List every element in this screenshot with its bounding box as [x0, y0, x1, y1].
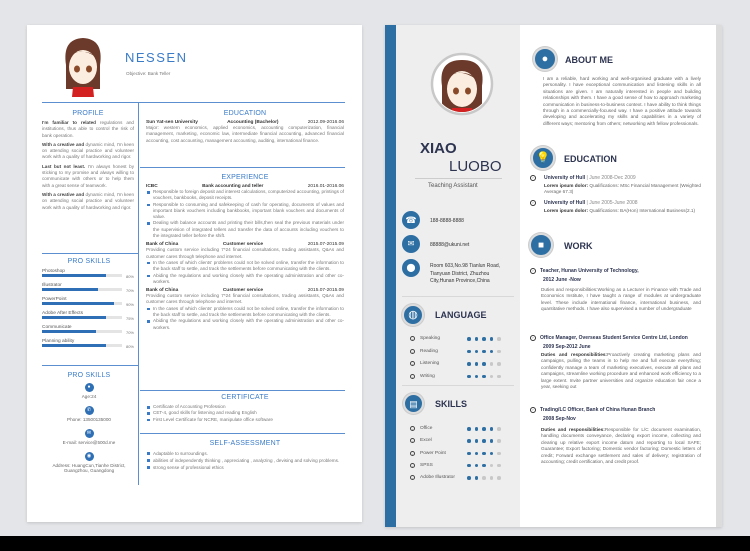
- avatar: [58, 35, 108, 97]
- job-bullets: [146, 189, 344, 239]
- skill-percent: 70%: [125, 330, 134, 335]
- contact-section: [42, 372, 136, 480]
- circle-arrow-icon: ›: [412, 463, 413, 468]
- dot: [475, 362, 479, 366]
- profile-paragraph: [42, 142, 134, 161]
- level-name: Office: [420, 426, 433, 431]
- age: Age:24: [81, 394, 97, 399]
- bullet: Abiding the regulations and working closely with the operating administration and other co-workers.: [146, 318, 344, 331]
- job: [146, 184, 344, 239]
- section-title: EDUCATION: [223, 110, 267, 117]
- dot: [475, 350, 479, 354]
- email: E-mail: service@500d.me: [62, 440, 116, 445]
- job: [146, 242, 344, 285]
- dot: [490, 464, 494, 468]
- label: Lorem ipsum dolor:: [544, 183, 589, 188]
- dot: [482, 439, 486, 443]
- level-row: [410, 463, 433, 468]
- experience-section: [146, 174, 344, 331]
- level-name: Listening: [420, 361, 440, 366]
- label: Lorem ipsum dolor:: [544, 208, 589, 213]
- assessment-item: strong sense of professional ethics: [146, 464, 344, 471]
- dot: [482, 350, 486, 354]
- email: 88888@ukuni.net: [430, 242, 470, 248]
- globe-icon: ◍: [402, 304, 424, 326]
- divider: [140, 390, 345, 391]
- work-text: [541, 352, 701, 390]
- education-header: [544, 200, 638, 206]
- about-title: ABOUT ME: [565, 55, 613, 65]
- circle-arrow-icon: ›: [530, 407, 536, 413]
- dot: [482, 427, 486, 431]
- phone: 188-8888-8888: [430, 218, 464, 224]
- avatar: [430, 52, 494, 116]
- profile-paragraph: [42, 120, 134, 139]
- profile-bold: I'm familiar to related: [42, 120, 96, 125]
- dot: [475, 439, 479, 443]
- company: Bank of China: [146, 288, 179, 294]
- level-row: [410, 374, 435, 379]
- certificate-item: CET-4, good skills for listening and reading English: [146, 410, 344, 416]
- role: Customer service: [222, 288, 264, 294]
- circle-arrow-icon: ›: [530, 200, 536, 206]
- dot: [467, 427, 471, 431]
- dot: [490, 439, 494, 443]
- level-name: Reading: [420, 348, 438, 354]
- level-row: [410, 475, 455, 480]
- assessment-item: Adaptable to surroundings.: [146, 450, 344, 457]
- circle-arrow-icon: ›: [412, 362, 413, 366]
- dot: [475, 375, 479, 379]
- school: University of Hull: [544, 175, 586, 181]
- dot: [467, 452, 471, 456]
- work-title: Teacher, Hunan University of Technology,: [540, 268, 639, 274]
- circle-arrow-icon: ›: [530, 175, 536, 181]
- separator: |: [585, 200, 590, 206]
- text: Responsible for L/C document examination, handling documents conveyance, declaring export income, collecting and clearing up relative export income datum and reporting to local SAFE; Guarantee; Export factoring; Domestic vendor factoring; Domestic letters of credit; Forward exchange settlement and sales of delivery; registration of accounting; credit certification, and credit proof.: [541, 427, 701, 465]
- accent-stripe: [385, 25, 396, 527]
- circle-arrow-icon: ›: [412, 337, 413, 341]
- phone-icon: ✆: [85, 406, 94, 415]
- level-dots: [467, 427, 501, 431]
- dot: [475, 427, 479, 431]
- address: Address: HuangCun,Tianhe District, Guangzhou, Guangdong: [52, 463, 126, 473]
- skill-name: Photoshop: [42, 269, 65, 274]
- text: Qualifications: MSc Financial Management (Weighted Average 67.3): [544, 183, 701, 195]
- level-name: Speaking: [420, 336, 441, 341]
- work-text: [541, 287, 701, 313]
- location-icon: ⬤: [402, 259, 420, 277]
- dot: [482, 476, 486, 480]
- section-title: PRO SKILLS: [67, 372, 111, 379]
- dot: [475, 337, 479, 341]
- role: Bank accounting and teller: [202, 184, 264, 189]
- work-title: WORK: [564, 241, 593, 251]
- skill-percent: 90%: [125, 302, 134, 307]
- circle-arrow-icon: ›: [412, 427, 413, 431]
- dot: [467, 439, 471, 443]
- dot: [497, 439, 501, 443]
- person-icon: ●: [85, 383, 94, 392]
- level-dots: [467, 452, 501, 456]
- work-title: Office Manager, Overseas Student Service Centre Ltd, London: [540, 335, 688, 341]
- bullet: In the cases of which clients' problems could not be solved online, transfer the information to the back staff to settle, and track the settlements before communicating with the clients.: [146, 306, 344, 319]
- dot: [490, 375, 494, 379]
- divider: [42, 253, 138, 254]
- work-title: Trading/LC Officer, Bank of China Hunan Branch: [540, 407, 656, 413]
- work-date: 2008 Sep-Nov: [543, 416, 576, 422]
- divider: [402, 385, 514, 386]
- job-bullets: [146, 260, 344, 285]
- dot: [490, 362, 494, 366]
- dot: [482, 362, 486, 366]
- circle-arrow-icon: ›: [530, 335, 536, 341]
- dot: [490, 337, 494, 341]
- bullet: Abiding the regulations and working closely with the operating administration and other co-workers.: [146, 273, 344, 286]
- major: Accounting (Bachelor): [227, 120, 279, 125]
- job-intro: Providing custom service including 7*24 financial consultations, trading assistants, Q&As and customer cares through telephone and internet.: [146, 247, 344, 259]
- skill-name: Planning ability: [42, 339, 75, 344]
- certificate-section: [146, 394, 344, 423]
- about-text: I am a reliable, hard working and well-organised graduate with a lively personality. I have exceptional communication and listening skills in all situations are given. I am naturally interested in people and building relationships with them. I have a good sense of how to approach marketing communication in business-to-business context. I have ability to think things through in a commercially-focused way. I have a positive attitude towards developing and accelerating my skills and capabilities in a variety of different ways; mentoring from others; networking with fellow professionals.: [543, 76, 701, 126]
- education-text: [544, 183, 701, 196]
- level-row: [410, 361, 439, 366]
- lightbulb-icon: 💡: [531, 146, 555, 170]
- section-title: CERTIFICATE: [221, 394, 269, 401]
- dot: [467, 337, 471, 341]
- dot: [467, 350, 471, 354]
- skill-percent: 75%: [125, 316, 134, 321]
- level-row: [410, 451, 446, 456]
- first-name: XIAO: [420, 140, 457, 157]
- profile-bold: Last but not least.: [42, 163, 86, 169]
- level-row: [410, 336, 440, 341]
- dot: [475, 452, 479, 456]
- dot: [497, 427, 501, 431]
- school: Sun Yat-sen University: [146, 120, 198, 125]
- dot: [497, 350, 501, 354]
- briefcase-icon: ■: [529, 233, 553, 257]
- divider: [138, 102, 139, 485]
- dot: [475, 464, 479, 468]
- skill-name: Adobe After Effects: [42, 311, 83, 316]
- objective: Objective: Bank Teller: [126, 71, 171, 76]
- circle-arrow-icon: ›: [412, 349, 413, 354]
- dot: [482, 375, 486, 379]
- bullet: Responsible to foreign deposit and interest calculations, computerized accounting, printings of vouchers, bankbooks, deposit receipts.: [146, 189, 344, 202]
- section-title: EXPERIENCE: [221, 174, 269, 181]
- level-dots: [467, 337, 501, 341]
- level-name: Adobe Illustrator: [420, 475, 455, 481]
- dot: [497, 476, 501, 480]
- text: Duties and responsibilities:Working as a Lecturer in Finance with Trade and Economics Institute, I have taught a range of modules at undergraduate level. These include international finance, international business, and quantitative methods. I have also supervised a number of undergraduate: [541, 287, 701, 312]
- certificate-item: Certificate of Accounting Profession: [146, 404, 344, 410]
- level-name: SPSS: [420, 462, 433, 468]
- level-name: Writing: [420, 373, 435, 379]
- skills-title: SKILLS: [435, 399, 468, 409]
- level-name: Excel: [420, 438, 432, 444]
- dot: [497, 337, 501, 341]
- work-text: [541, 427, 701, 465]
- circle-arrow-icon: ›: [412, 439, 413, 444]
- job-bullets: [146, 306, 344, 331]
- text: Proactively creating marketing plans and campaigns, pulling the teams in to help me and full execute everything; confidently manage a team of marketing executives, execute all plans and campaigns, streamline working procedure and enhanced work efficiency to a large extent. Invite partner universities and organize education fair once a year, seeking out: [541, 352, 701, 390]
- work-date: 2012 June -Now: [543, 277, 581, 283]
- job-title: Teaching Assistant: [428, 183, 478, 189]
- divider: [140, 167, 345, 168]
- level-dots: [467, 362, 501, 366]
- date: June 2008-Dec 2009: [589, 175, 636, 181]
- divider: [42, 102, 345, 103]
- dot: [482, 464, 486, 468]
- language-title: LANGUAGE: [435, 310, 487, 320]
- skill-percent: 80%: [125, 274, 134, 279]
- dot: [475, 476, 479, 480]
- job-intro: Providing custom service including 7*24 financial consultations, trading assistants, Q&As and customer cares through telephone and internet.: [146, 293, 344, 305]
- dot: [497, 452, 501, 456]
- scroll-edge[interactable]: [716, 25, 722, 527]
- education-section: [146, 110, 344, 144]
- level-dots: [467, 464, 501, 468]
- label: Duties and responsibilities:: [541, 352, 607, 357]
- bullet: Dealing with balance accounts and printing their bills,then seal the previous materials under the supervision of integrated tellers and transfer the data of accounts including vouchers to the integrated teller before the shift.: [146, 220, 344, 239]
- date: 2016.01-2016.06: [307, 184, 344, 189]
- section-title: PRO SKILLS: [67, 258, 111, 265]
- divider: [140, 433, 345, 434]
- dot: [482, 452, 486, 456]
- date: June 2005-June 2008: [589, 200, 638, 206]
- circle-arrow-icon: ›: [412, 476, 413, 481]
- address: Room 603,No.98 Tianlun Road, Tianyuan District, Zhuzhou City,Hunan Province,China: [430, 263, 501, 284]
- divider: [415, 178, 502, 179]
- person-icon: ●: [533, 47, 557, 71]
- dot: [490, 476, 494, 480]
- last-name: LUOBO: [449, 158, 502, 175]
- profile-paragraph: [42, 192, 134, 211]
- certificate-item: First Level Certificate for NCRE, manipulate office software: [146, 417, 344, 423]
- dot: [497, 362, 501, 366]
- dot: [490, 452, 494, 456]
- candidate-name: NESSEN: [125, 50, 188, 65]
- level-row: [410, 426, 432, 431]
- skill-name: PowerPoint: [42, 297, 67, 302]
- assessment-item: abilities of independently thinking , appreciating , analyzing , devising and solving problems.: [146, 457, 344, 464]
- education-header: [544, 175, 636, 181]
- profile-text: dynamic mind, I'm keen on attending social practice and volunteer work with a quality of hardworking and rigor.: [42, 141, 135, 160]
- circle-arrow-icon: ›: [530, 268, 536, 274]
- education-text: [544, 208, 701, 214]
- role: Customer service: [222, 242, 264, 248]
- bullet: In the cases of which clients' problems could not be solved online, transfer the information to the back staff to settle, and track the settlements before communicating with the clients.: [146, 260, 344, 273]
- dot: [497, 464, 501, 468]
- dot: [490, 427, 494, 431]
- text: Qualifications: BA(Hon) International Business(2.1): [588, 208, 696, 213]
- skill-name: Communicate: [42, 325, 72, 330]
- phone-icon: ☎: [402, 211, 420, 229]
- dot: [467, 362, 471, 366]
- dot: [482, 337, 486, 341]
- profile-text: regulations and institutions, thus able to control the risk of bank operation.: [42, 120, 134, 138]
- level-dots: [467, 476, 501, 480]
- date: 2015.07-2015.09: [307, 242, 344, 248]
- divider: [402, 296, 514, 297]
- date: 2015.07-2015.09: [307, 288, 344, 294]
- profile-paragraph: [42, 164, 134, 189]
- level-dots: [467, 375, 501, 379]
- profile-section: [42, 110, 134, 214]
- company: ICBC: [146, 184, 158, 189]
- dot: [467, 375, 471, 379]
- circle-arrow-icon: ›: [412, 451, 413, 456]
- pro-skills-section: [42, 258, 136, 349]
- phone: Phone: 13500135000: [67, 417, 111, 422]
- skill-percent: 80%: [125, 344, 134, 349]
- profile-bold: With a creative and: [42, 191, 85, 197]
- email-icon: ✉: [85, 429, 94, 438]
- separator: |: [585, 175, 590, 181]
- section-title: SELF-ASSESSMENT: [209, 440, 281, 447]
- profile-text: dynamic mind, I'm keen on attending social practice and volunteer work with a quality of hardworking and rigor.: [42, 191, 135, 210]
- company: Bank of China: [146, 242, 179, 248]
- dot: [467, 464, 471, 468]
- job: [146, 288, 344, 331]
- level-dots: [467, 439, 501, 443]
- profile-text: I'm always honest by sticking to my promise and always willing to communicate with others or to help them with a great sense of teamwork.: [42, 163, 134, 188]
- education-title: EDUCATION: [564, 154, 617, 164]
- dot: [467, 476, 471, 480]
- date: 2012.09-2016.06: [307, 120, 344, 125]
- level-name: Power Point: [420, 450, 446, 456]
- clipboard-icon: ▤: [403, 393, 424, 414]
- bottom-bar: [0, 536, 750, 551]
- school: University of Hull: [544, 200, 586, 206]
- level-row: [410, 438, 432, 443]
- level-row: [410, 349, 438, 354]
- self-assessment-section: [146, 440, 344, 471]
- profile-bold: With a creative and: [42, 141, 85, 147]
- location-icon: ◉: [85, 452, 94, 461]
- bullet: Responsible to consuming and safekeeping of cash for operating, documents of values and important blank vouchers including bankbooks, important blank vouchers and documents of value.: [146, 202, 344, 221]
- section-title: PROFILE: [72, 110, 104, 117]
- dot: [497, 375, 501, 379]
- work-date: 2009 Sep-2012 June: [543, 344, 591, 350]
- skill-name: Illustrator: [42, 283, 62, 288]
- dot: [490, 350, 494, 354]
- divider: [42, 365, 138, 366]
- email-icon: ✉: [402, 235, 420, 253]
- level-dots: [467, 350, 501, 354]
- circle-arrow-icon: ›: [412, 374, 413, 379]
- label: Duties and responsibilities:: [541, 427, 605, 432]
- skill-percent: 70%: [125, 288, 134, 293]
- education-text: Major: western economics, applied economics, accounting computerization, financial management, marketing, economic law, intermediate financial accounting, advanced financial accounting, cost accounting, management accounting, auditing, international finance.: [146, 125, 344, 143]
